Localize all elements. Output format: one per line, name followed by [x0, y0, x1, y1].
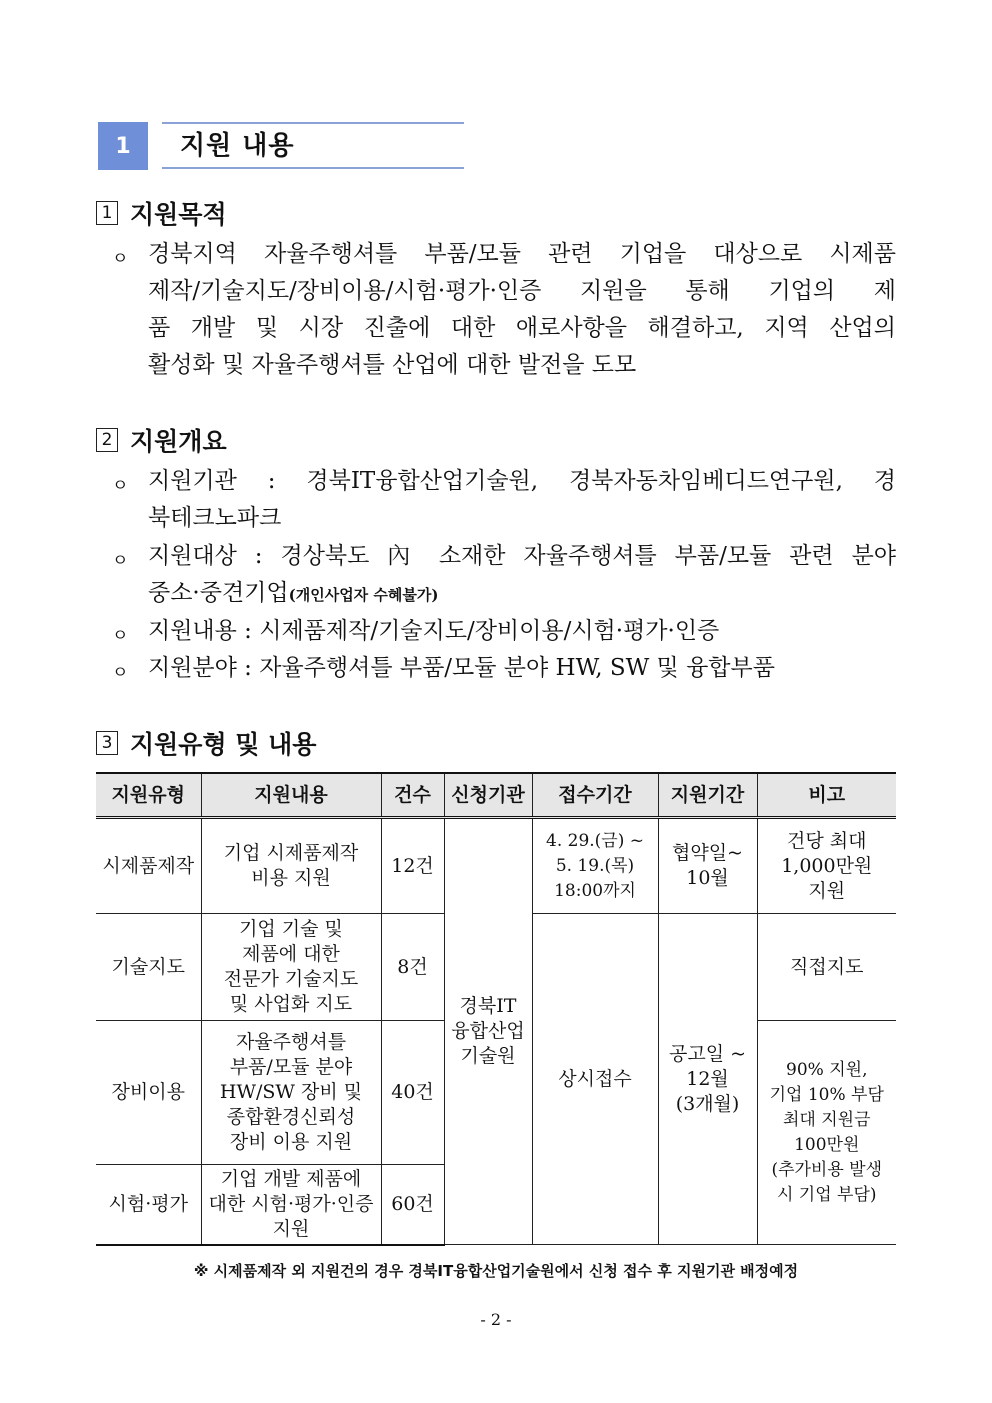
column-header: 지원기간 — [658, 773, 757, 818]
purpose-line: 경북지역 자율주행셔틀 부품/모듈 관련 기업을 대상으로 시제품 — [148, 241, 896, 267]
overview-target-line: 지원대상 : 경상북도 內 소재한 자율주행셔틀 부품/모듈 관련 분야 — [148, 543, 896, 569]
cell-count: 40건 — [381, 1021, 444, 1165]
overview-agency-line: 북테크노파크 — [148, 505, 282, 531]
cell-type: 장비이용 — [96, 1021, 201, 1165]
cell-note: 직접지도 — [757, 914, 896, 1021]
cell-type: 기술지도 — [96, 914, 201, 1021]
cell-count: 60건 — [381, 1165, 444, 1245]
page-number: - 2 - — [480, 1310, 512, 1329]
section-number: 1 — [98, 122, 148, 170]
column-header: 신청기관 — [444, 773, 532, 818]
target-note: (개인사업자 수혜불가) — [288, 586, 439, 604]
header-rule-bottom — [162, 167, 464, 169]
subheading-types — [96, 726, 316, 760]
purpose-line: 품 개발 및 시장 진출에 대한 애로사항을 해결하고, 지역 산업의 — [148, 315, 896, 341]
cell-receipt-period: 상시접수 — [532, 914, 658, 1245]
cell-duration: 공고일 ~ 12월 (3개월) — [658, 914, 757, 1245]
subheading-label: 지원목적 — [130, 200, 227, 229]
target-text: 중소·중견기업 — [148, 580, 289, 606]
subheading-label: 지원개요 — [130, 427, 227, 456]
cell-note: 건당 최대 1,000만원 지원 — [757, 818, 896, 914]
purpose-line: 활성화 및 자율주행셔틀 산업에 대한 발전을 도모 — [148, 352, 637, 378]
subheading-number-box: 2 — [96, 428, 118, 452]
bullet-circle: ㅇ — [112, 476, 129, 496]
subheading-number-box: 3 — [96, 731, 118, 755]
support-types-table — [96, 772, 896, 1246]
cell-note: 90% 지원, 기업 10% 부담 최대 지원금 100만원 (추가비용 발생 시 기업 부담) — [757, 1021, 896, 1245]
cell-content: 자율주행셔틀 부품/모듈 분야 HW/SW 장비 및 종합환경신뢰성 장비 이용 지원 — [201, 1021, 381, 1165]
column-header: 비고 — [757, 773, 896, 818]
cell-duration: 협약일~ 10월 — [658, 818, 757, 914]
cell-count: 12건 — [381, 818, 444, 914]
subheading-label: 지원유형 및 내용 — [130, 730, 317, 759]
cell-content: 기업 기술 및 제품에 대한 전문가 기술지도 및 사업화 지도 — [201, 914, 381, 1021]
cell-type: 시험·평가 — [96, 1165, 201, 1245]
table-header-row — [96, 773, 896, 818]
cell-type: 시제품제작 — [96, 818, 201, 914]
section-title: 지원 내용 — [180, 131, 295, 161]
column-header: 접수기간 — [532, 773, 658, 818]
column-header: 지원내용 — [201, 773, 381, 818]
header-rule-top — [162, 122, 464, 124]
subheading-overview — [96, 423, 227, 457]
footnote: ※ 시제품제작 외 지원건의 경우 경북IT융합산업기술원에서 신청 접수 후 지원기관 배정예정 — [193, 1262, 799, 1280]
overview-content-line: 지원내용 : 시제품제작/기술지도/장비이용/시험·평가·인증 — [148, 618, 720, 644]
column-header: 지원유형 — [96, 773, 201, 818]
overview-agency-line: 지원기관 : 경북IT융합산업기술원, 경북자동차임베디드연구원, 경 — [148, 468, 896, 494]
cell-agency: 경북IT 융합산업 기술원 — [444, 818, 532, 1245]
subheading-number-box: 1 — [96, 201, 118, 225]
bullet-circle: ㅇ — [112, 626, 129, 646]
column-header: 건수 — [381, 773, 444, 818]
cell-content: 기업 개발 제품에 대한 시험·평가·인증 지원 — [201, 1165, 381, 1245]
cell-receipt-period: 4. 29.(금) ~ 5. 19.(목) 18:00까지 — [532, 818, 658, 914]
overview-field-line: 지원분야 : 자율주행셔틀 부품/모듈 분야 HW, SW 및 융합부품 — [148, 655, 775, 681]
bullet-circle: ㅇ — [112, 663, 129, 683]
bullet-circle: ㅇ — [112, 249, 129, 269]
purpose-line: 제작/기술지도/장비이용/시험·평가·인증 지원을 통해 기업의 제 — [148, 278, 896, 304]
cell-content: 기업 시제품제작 비용 지원 — [201, 818, 381, 914]
overview-target-line — [148, 576, 438, 612]
section-header — [98, 122, 464, 170]
bullet-circle: ㅇ — [112, 551, 129, 571]
cell-count: 8건 — [381, 914, 444, 1021]
table-row — [96, 818, 896, 914]
subheading-purpose — [96, 196, 227, 230]
